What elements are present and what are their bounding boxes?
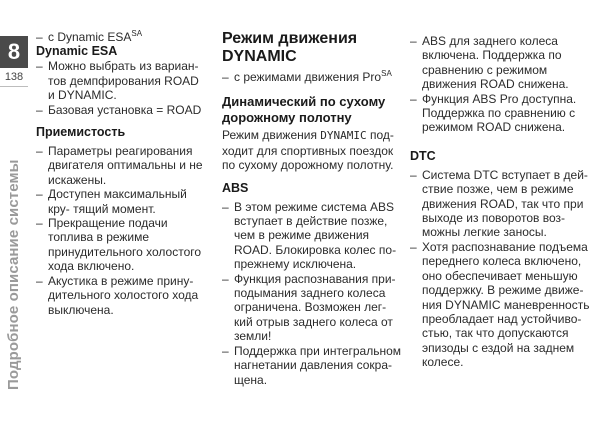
list-item: – Функция распознавания при- подымания заднего колеса ограничена. Возможен лег- кий отрыв заднего колеса от земли!: [222, 272, 402, 344]
chapter-number: 8: [0, 36, 28, 68]
list-item: – Базовая установка = ROAD: [36, 103, 208, 117]
section-heading-dynamic-esa: Dynamic ESA: [36, 44, 118, 59]
column-2: [222, 30, 402, 387]
list-item: – с режимами движения Pro$^{SA}$: [222, 70, 402, 84]
list-item: – Функция ABS Pro доступна. Поддержка по сравнению с режимом ROAD снижена.: [410, 92, 590, 135]
list-item: – Акустика в режиме прину- дительного холостого хода выключена.: [36, 274, 208, 317]
list-item: – Поддержка при интегральном нагнетании давления сокра- щена.: [222, 344, 402, 387]
section-heading-dtc: DTC: [410, 148, 436, 163]
section-heading-abs: ABS: [222, 180, 249, 195]
list-item: – В этом режиме система ABS вступает в действие позже, чем в режиме движения ROAD. Блокировка колес по- прежнему исключена.: [222, 200, 402, 272]
list-item: – Прекращение подачи топлива в режиме принудительного холостого хода включено.: [36, 216, 208, 274]
mode-title: Режим движения DYNAMIC: [222, 30, 358, 65]
column-3: [410, 34, 590, 370]
top-list: [36, 30, 208, 44]
abs-continued-list: [410, 34, 590, 135]
abs-list: [222, 200, 402, 387]
list-item: – ABS для заднего колеса включена. Поддержка по сравнению с режимом движения ROAD снижена.: [410, 34, 590, 92]
dtc-list: [410, 168, 590, 370]
column-1: [36, 30, 208, 317]
page-number: 138: [0, 68, 28, 87]
list-item: – Доступен максимальный кру- тящий момент.: [36, 187, 208, 216]
dynamic-esa-list: [36, 59, 208, 117]
chapter-title-vertical: Подробное описание системы: [5, 159, 22, 390]
subheading-dry-road: Динамический по сухому дорожному полотну: [222, 94, 386, 125]
list-item: – Параметры реагирования двигателя оптимальны и не искажены.: [36, 144, 208, 187]
throttle-list: [36, 144, 208, 317]
mode-sub-list: [222, 70, 402, 84]
list-item: – с Dynamic $ESA^{SA}$: [36, 30, 208, 44]
list-item: – Хотя распознавание подъема переднего колеса включено, оно обеспечивает меньшую поддержку. В режиме движе- ния DYNAMIC маневренность преобладает над устойчиво- стью, так что допускаются эпизоды с ездой на заднем колесе.: [410, 240, 590, 370]
intro-paragraph: Режим движения DYNAMIC под- ходит для спортивных поездок по сухому дорожному полотну.: [222, 128, 394, 173]
list-item: – Система DTC вступает в дей- ствие позже, чем в режиме движения ROAD, так что при выходе из поворотов воз- можны легкие заносы.: [410, 168, 590, 240]
section-heading-throttle: Приемистость: [36, 125, 126, 140]
list-item: – Можно выбрать из вариан- тов демпфирования ROAD и DYNAMIC.: [36, 59, 208, 102]
